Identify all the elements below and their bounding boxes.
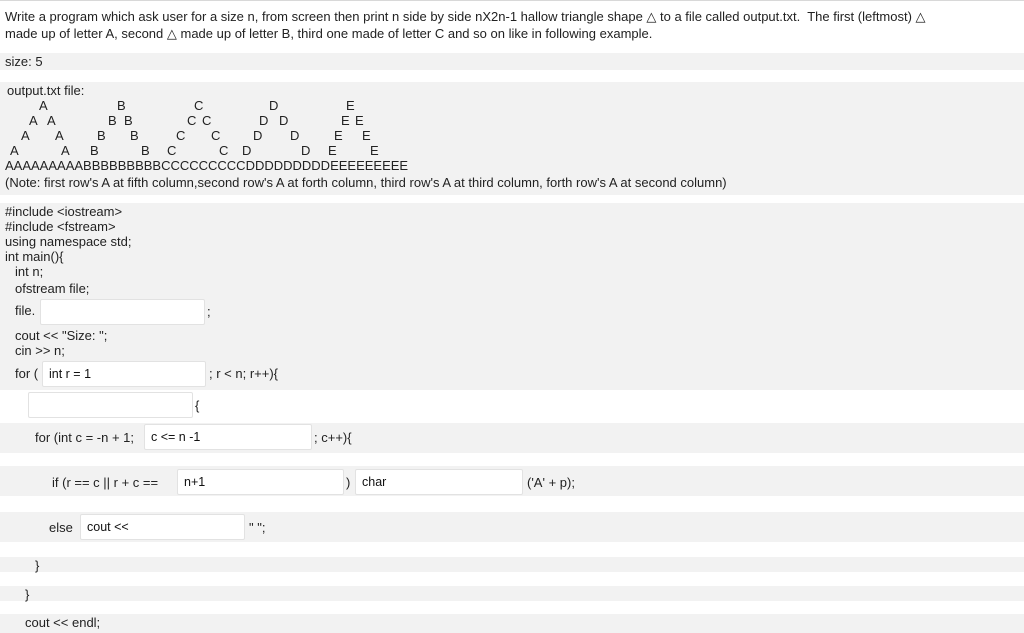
tri-d-r3-right: D [290,128,300,143]
tri-a-r1: A [39,98,48,113]
tri-c-r4-right: C [219,143,229,158]
tri-a-r4-right: A [61,143,70,158]
code-cout-endl: cout << endl; [25,615,101,630]
code-endl-band [0,614,1024,633]
code-close-outer: } [25,587,30,602]
tri-b-r3-right: B [130,128,139,143]
question-line-1: Write a program which ask user for a size n, from screen then print n side by side nX2n-1 hallow triangle shape △ to a file called output.txt. The first (leftmost) △ [5,9,926,24]
code-inner-for-prefix: for (int c = -n + 1; [35,430,134,445]
code-if-prefix: if (r == c || r + c == [52,475,159,490]
size-band [0,53,1024,70]
for-init-input[interactable]: int r = 1 [42,361,206,387]
code-include-iostream: #include <iostream> [5,204,123,219]
code-if-suffix: ('A' + p); [527,475,575,490]
tri-c-r2-right: C [202,113,212,128]
if-body-input[interactable]: char [355,469,523,495]
tri-e-r3-right: E [362,128,371,143]
tri-a-r3-right: A [55,128,64,143]
tri-c-r3-left: C [176,128,186,143]
tri-d-r4-right: D [301,143,311,158]
tri-c-r1: C [194,98,204,113]
code-int-n: int n; [15,264,44,279]
tri-a-r2-left: A [29,113,38,128]
tri-c-r4-left: C [167,143,177,158]
code-else-suffix: " "; [249,520,266,535]
tri-c-r2-left: C [187,113,197,128]
code-for-prefix: for ( [15,366,39,381]
tri-d-r2-right: D [279,113,289,128]
tri-e-r2-left: E [341,113,350,128]
question-line-2: made up of letter A, second △ made up of letter B, third one made of letter C and so on like in following example. [5,26,653,41]
code-using-namespace: using namespace std; [5,234,132,249]
output-note: (Note: first row's A at fifth column,second row's A at forth column, third row's A at third column, forth row's A at second column) [5,175,727,190]
tri-d-r4-left: D [242,143,252,158]
tri-b-r2-right: B [124,113,133,128]
tri-e-r4-left: E [328,143,337,158]
file-method-input[interactable] [40,299,205,325]
code-io-band [0,326,1024,362]
code-close-band-1 [0,557,1024,572]
code-file-suffix: ; [207,304,211,319]
code-for-suffix: ; r < n; r++){ [209,366,279,381]
code-file-prefix: file. [15,303,36,318]
tri-e-r4-right: E [370,143,379,158]
tri-b-r3-left: B [97,128,106,143]
code-else-prefix: else [49,520,73,535]
tri-b-r4-left: B [90,143,99,158]
code-inner-for-suffix: ; c++){ [314,430,352,445]
tri-e-r1: E [346,98,355,113]
size-text: size: 5 [5,54,43,69]
code-include-fstream: #include <fstream> [5,219,116,234]
code-open-brace: { [195,398,200,413]
tri-a-r3-left: A [21,128,30,143]
inner-for-condition-input[interactable]: c <= n -1 [144,424,312,450]
code-ofstream: ofstream file; [15,281,90,296]
code-header-band [0,203,1024,280]
code-close-band-2 [0,586,1024,601]
code-main-open: int main(){ [5,249,64,264]
top-divider [0,0,1024,1]
if-condition-input[interactable]: n+1 [177,469,344,495]
tri-e-r3-left: E [334,128,343,143]
output-bottom-row: AAAAAAAAABBBBBBBBBCCCCCCCCCDDDDDDDDDEEEEEEEEE [5,158,409,173]
code-cout-size: cout << "Size: "; [15,328,108,343]
tri-b-r1: B [117,98,126,113]
code-cin-n: cin >> n; [15,343,65,358]
tri-a-r2-right: A [47,113,56,128]
tri-a-r4-left: A [10,143,19,158]
tri-c-r3-right: C [211,128,221,143]
output-heading: output.txt file: [7,83,85,98]
tri-b-r4-right: B [141,143,150,158]
blank-statement-input[interactable] [28,392,193,418]
tri-d-r3-left: D [253,128,263,143]
else-body-input[interactable]: cout << [80,514,245,540]
code-if-mid: ) [346,475,351,490]
tri-e-r2-right: E [355,113,364,128]
tri-b-r2-left: B [108,113,117,128]
code-close-inner: } [35,558,40,573]
tri-d-r1: D [269,98,279,113]
tri-d-r2-left: D [259,113,269,128]
